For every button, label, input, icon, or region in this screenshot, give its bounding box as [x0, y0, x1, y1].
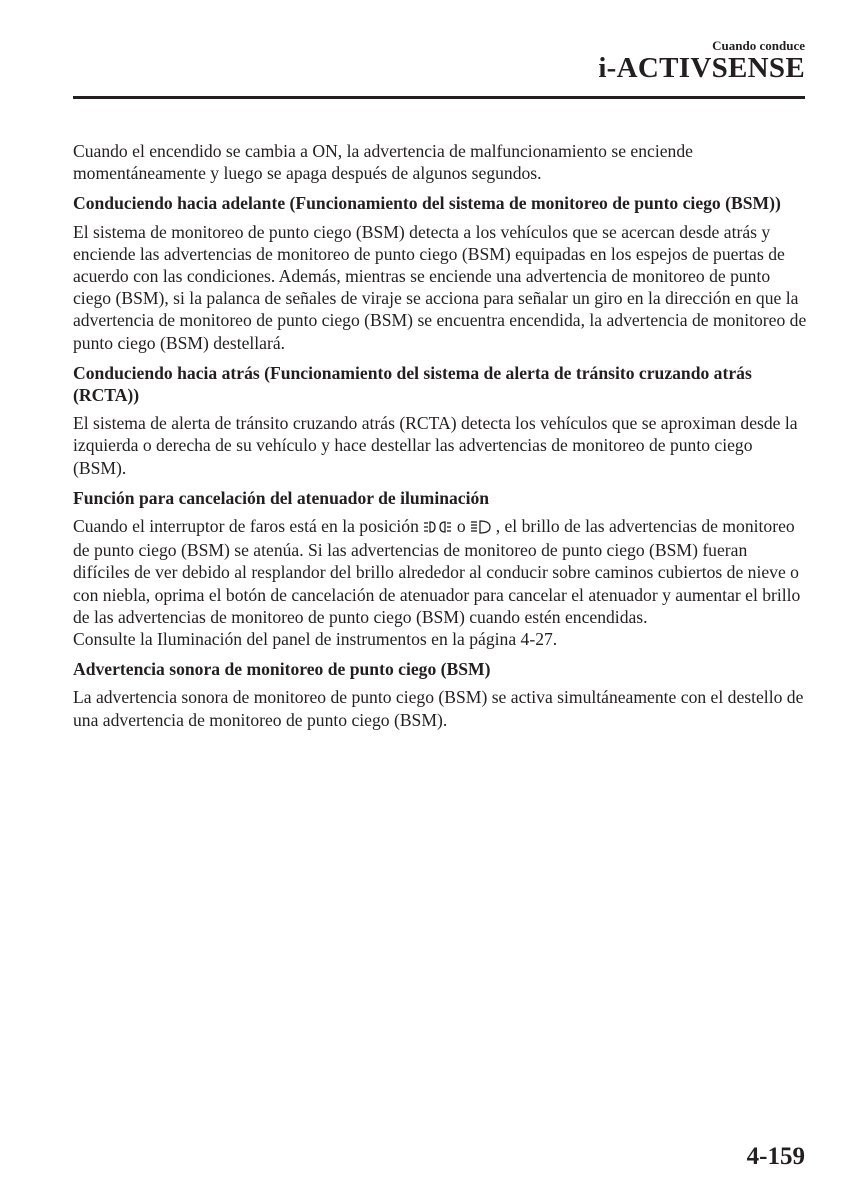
- headlights-icon: [470, 517, 492, 539]
- paragraph-ignition: Cuando el encendido se cambia a ON, la advertencia de malfuncionamiento se enciende momentáneamente y luego se apaga después de algunos segundos.: [73, 141, 693, 184]
- paragraph-audible: La advertencia sonora de monitoreo de punto ciego (BSM) se activa simultáneamente con el destello de una advertencia de monitoreo de punto ciego (BSM).: [73, 687, 804, 730]
- chapter-title: i-ACTIVSENSE: [598, 52, 805, 84]
- paragraph-rcta: El sistema de alerta de tránsito cruzando atrás (RCTA) detecta los vehículos que se aproximan desde la izquierda o derecha de su vehículo y hace destellar las advertencias de monitoreo de punto ciego (BSM).: [73, 413, 798, 478]
- paragraph-reference: Consulte la Iluminación del panel de instrumentos en la página 4-27.: [73, 629, 558, 650]
- dimmer-text-a: Cuando el interruptor de faros está en la posición: [73, 516, 419, 537]
- paragraph-dimmer: [73, 515, 808, 628]
- heading-bsm-audible: Advertencia sonora de monitoreo de punto ciego (BSM): [73, 659, 491, 680]
- page-number: 4-159: [746, 1143, 805, 1170]
- section-label: Cuando conduce: [712, 38, 805, 53]
- heading-forward-bsm: Conduciendo hacia adelante (Funcionamiento del sistema de monitoreo de punto ciego (BSM)): [73, 193, 781, 214]
- body-text: [73, 140, 808, 739]
- dimmer-text-or: o: [456, 516, 466, 537]
- dimmer-text-b: , el brillo de las advertencias de monitoreo de punto ciego (BSM) se atenúa. Si las advertencias de monitoreo de punto ciego (BSM) fueran difíciles de ver debido al resplandor del brillo alrededor al conducir sobre caminos cubiertos de nieve o con niebla, oprima el botón de cancelación de atenuador para cancelar el atenuador y aumentar el brillo de las advertencias de monitoreo de punto ciego (BSM) cuando estén encendidas.: [73, 516, 801, 627]
- heading-dimmer-cancel: Función para cancelación del atenuador de iluminación: [73, 487, 490, 508]
- paragraph-bsm: El sistema de monitoreo de punto ciego (BSM) detecta a los vehículos que se acercan desde atrás y enciende las advertencias de monitoreo de punto ciego (BSM) equipadas en los espejos de puertas de acuerdo con las condiciones. Además, mientras se enciende una advertencia de monitoreo de punto ciego (BSM), si la palanca de señales de viraje se acciona para señalar un giro en la dirección en que la advertencia de monitoreo de punto ciego (BSM) se encuentra encendida, la advertencia de monitoreo de punto ciego (BSM) destellará.: [73, 221, 807, 353]
- heading-reverse-rcta: Conduciendo hacia atrás (Funcionamiento del sistema de alerta de tránsito cruzando atrás (RCTA)): [73, 362, 752, 406]
- header-divider: [73, 96, 805, 99]
- parking-lights-icon: [423, 517, 453, 539]
